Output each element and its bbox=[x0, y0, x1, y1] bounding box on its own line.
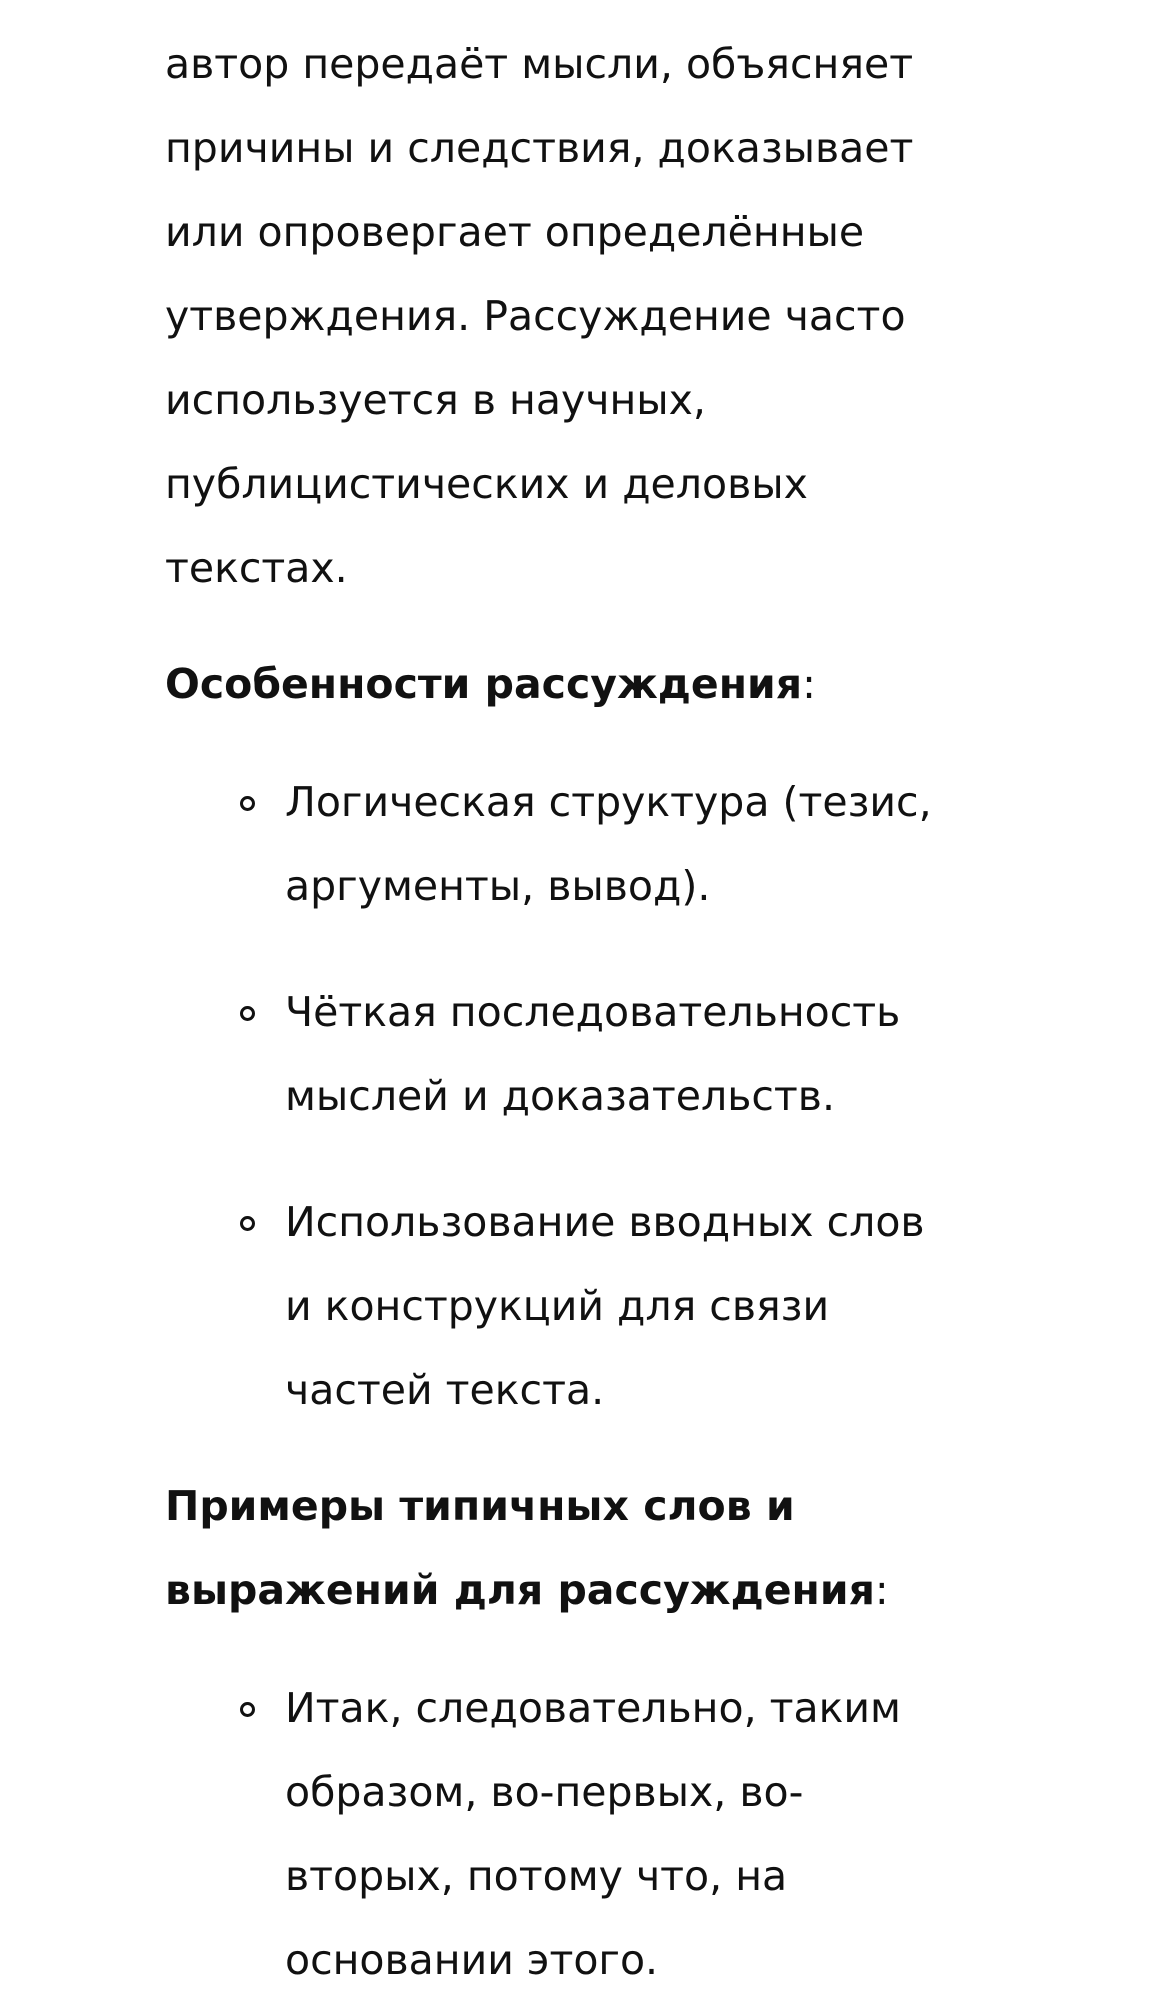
list-item-text: Использование вводных слов и конструкций для связи частей текста. bbox=[285, 1198, 925, 1414]
examples-list bbox=[165, 1666, 960, 2002]
circle-bullet-icon bbox=[240, 1216, 255, 1231]
section-heading-examples-colon: : bbox=[874, 1566, 889, 1614]
list-item bbox=[165, 1180, 960, 1432]
section-heading-features bbox=[165, 642, 960, 726]
circle-bullet-icon bbox=[240, 1702, 255, 1717]
section-heading-features-text: Особенности рассуждения bbox=[165, 660, 803, 708]
list-item-text: Итак, следовательно, таким образом, во-первых, во-вторых, потому что, на основании этого. bbox=[285, 1684, 901, 1984]
list-item bbox=[165, 970, 960, 1138]
list-item bbox=[165, 760, 960, 928]
features-list bbox=[165, 760, 960, 1432]
list-item-text: Логическая структура (тезис, аргументы, вывод). bbox=[285, 778, 932, 910]
intro-paragraph: автор передаёт мысли, объясняет причины и следствия, доказывает или опровергает определённые утверждения. Рассуждение часто используется в научных, публицистических и деловых текстах. bbox=[165, 40, 914, 592]
section-heading-examples-text: Примеры типичных слов и выражений для рассуждения bbox=[165, 1482, 875, 1614]
list-item-text: Чёткая последовательность мыслей и доказательств. bbox=[285, 988, 901, 1120]
circle-bullet-icon bbox=[240, 1006, 255, 1021]
list-item bbox=[165, 1666, 960, 2002]
circle-bullet-icon bbox=[240, 796, 255, 811]
section-heading-features-colon: : bbox=[802, 660, 816, 708]
section-heading-examples bbox=[165, 1464, 960, 1632]
